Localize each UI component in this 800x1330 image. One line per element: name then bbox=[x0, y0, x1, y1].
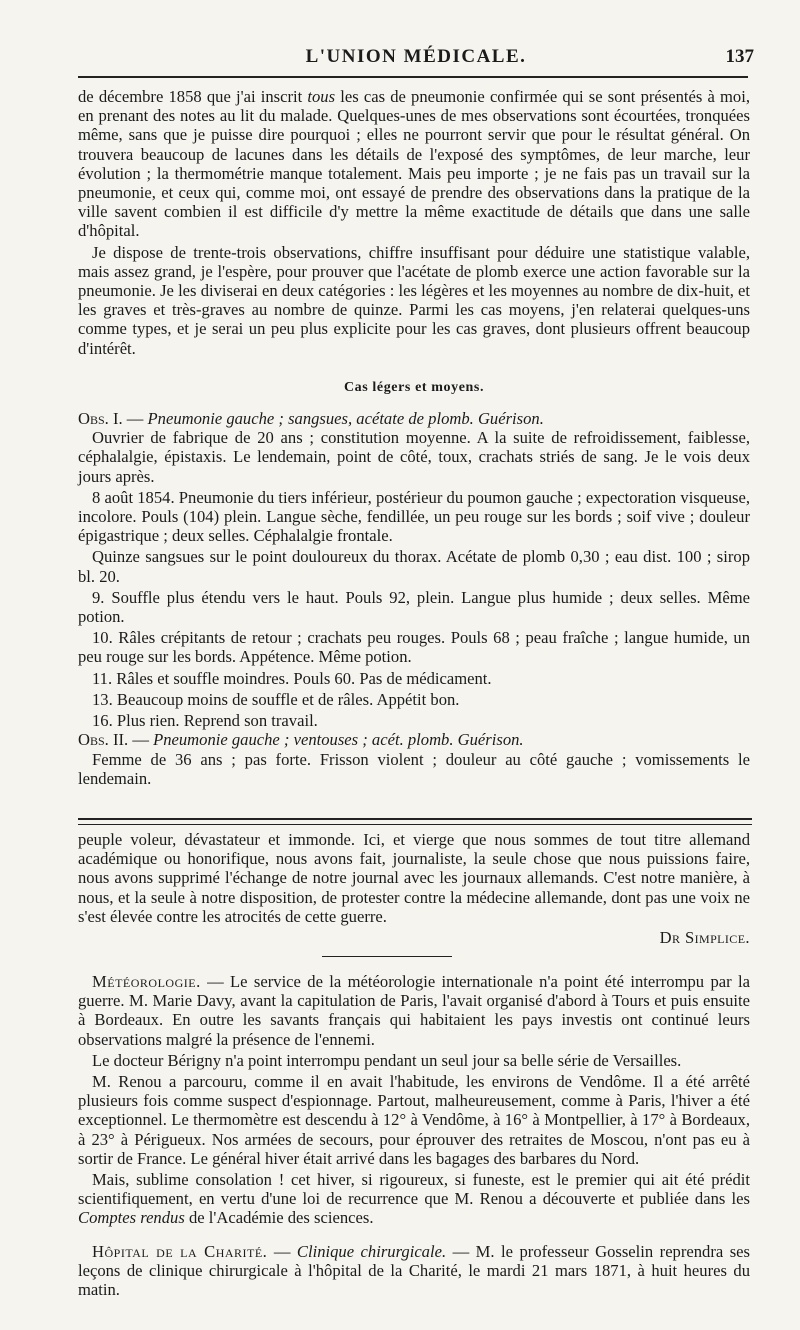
news-lead: Hôpital de la Charité. bbox=[92, 1241, 268, 1261]
case-paragraph: 11. Râles et souffle moindres. Pouls 60. Pas de médicament. bbox=[92, 668, 492, 688]
news-paragraph: Le docteur Bérigny n'a point interrompu pendant un seul jour sa belle série de Versailles. bbox=[92, 1050, 682, 1070]
case-paragraph: 10. Râles crépitants de retour ; crachats peu rouges. Pouls 68 ; peau fraîche ; langue humide, un peu rouge sur les bords. Appétence. Même potion. bbox=[78, 628, 750, 667]
text-run: de décembre 1858 que j'ai inscrit bbox=[78, 87, 308, 106]
editorial-section bbox=[78, 830, 750, 947]
observation-label: Obs. II. bbox=[78, 730, 129, 750]
news-section bbox=[78, 972, 750, 1299]
signature: Dr Simplice. bbox=[659, 928, 750, 948]
section-heading: Cas légers et moyens. bbox=[343, 379, 485, 395]
emphasis: Comptes rendus bbox=[78, 1208, 185, 1228]
case-paragraph: 8 août 1854. Pneumonie du tiers inférieur, postérieur du poumon gauche ; expectoration visqueuse, incolore. Pouls (104) plein. Langue sèche, fendillée, un peu rouge sur les bords ; soif vive ; douleur épigastrique ; deux selles. Céphalalgie frontale. bbox=[78, 487, 750, 546]
news-paragraph bbox=[78, 1242, 750, 1300]
editorial-paragraph: peuple voleur, dévastateur et immonde. Ici, et vierge que nous sommes de tout titre allemand académique ou honorifique, nous avons fait, journaliste, la seule chose que nous puissions faire, nous avons supprimé l'échange de notre journal avec les journaux allemands. C'est notre manière, à nous, et la seule à notre disposition, de protester contre la médecine allemande, dont pas une voix ne s'est élevée contre les atrocités de cette guerre. bbox=[78, 830, 750, 926]
observation-heading bbox=[78, 409, 750, 428]
short-divider bbox=[322, 956, 452, 957]
intro-paragraph: Je dispose de trente-trois observations, chiffre insuffisant pour déduire une statistique valable, mais assez grand, je l'espère, pour prouver que l'acétate de plomb exerce une action favorable sur la pneumonie. Je les diviserai en deux catégories : les légères et les moyennes au nombre de dix-huit, et les graves et très-graves au nombre de quinze. Parmi les cas moyens, j'en relaterai quelques-uns comme types, et je serai un peu plus explicite pour les cas graves, dont plusieurs offrent beaucoup d'intérêt. bbox=[78, 242, 750, 358]
emphasis: tous bbox=[307, 87, 336, 106]
dash: — bbox=[122, 409, 148, 429]
case-paragraph: Ouvrier de fabrique de 20 ans ; constitution moyenne. A la suite de refroidissement, faiblesse, céphalalgie, épistaxis. Le lendemain, point de côté, toux, crachats striés de sang. Je le vois deux jours après. bbox=[78, 428, 750, 486]
news-paragraph bbox=[78, 972, 750, 1049]
case-paragraph: Quinze sangsues sur le point douloureux du thorax. Acétate de plomb 0,30 ; eau dist. 100 ; sirop bl. 20. bbox=[78, 547, 750, 586]
section-divider bbox=[78, 818, 752, 825]
observation-title: Pneumonie gauche ; sangsues, acétate de plomb. Guérison. bbox=[147, 409, 544, 429]
page-header bbox=[78, 44, 754, 74]
text-run: — Le service de la météorologie internationale n'a point été interrompu par la guerre. M. Marie Davy, avant la capitulation de Paris, l'avait organisé d'abord à Tours et puis ensuite à Bordeaux. En outre les savants français qui habitaient les pays investis ont continué leurs observations malgré la présence de l'ennemi. bbox=[78, 972, 750, 1049]
text-run: Mais, sublime consolation ! cet hiver, si rigoureux, si funeste, est le premier qui ait été prédit scientifiquement, en vertu d'une loi de recurrence que M. Renou a découverte et publiée dans les bbox=[78, 1170, 750, 1209]
emphasis: Clinique chirurgicale. bbox=[296, 1241, 447, 1261]
case-paragraph: 16. Plus rien. Reprend son travail. bbox=[92, 711, 318, 731]
case-paragraph: 9. Souffle plus étendu vers le haut. Pouls 92, plein. Langue plus humide ; deux selles. Même potion. bbox=[78, 587, 750, 627]
header-rule bbox=[78, 76, 748, 78]
case-paragraph: 13. Beaucoup moins de souffle et de râles. Appétit bon. bbox=[92, 689, 460, 709]
running-title: L'UNION MÉDICALE. bbox=[305, 46, 527, 67]
intro-paragraph bbox=[78, 87, 750, 241]
dash: — bbox=[128, 730, 154, 750]
news-paragraph: M. Renou a parcouru, comme il en avait l'habitude, les environs de Vendôme. Il a été arrêté plusieurs fois comme suspect d'espionnage. Partout, malheureusement, comme à Paris, l'hiver a été exceptionnel. Le thermomètre est descendu à 12° à Vendôme, à 16° à Montpellier, à 17° à Bordeaux, à 23° à Périgueux. Nos armées de secours, pour éprouver des retraites de Moscou, n'ont pas eu à sortir de France. Le général hiver était arrivé dans les bagages des barbares du Nord. bbox=[78, 1072, 750, 1168]
case-paragraph: Femme de 36 ans ; pas forte. Frisson violent ; douleur au côté gauche ; vomissements le lendemain. bbox=[78, 749, 750, 788]
observation-title: Pneumonie gauche ; ventouses ; acét. plomb. Guérison. bbox=[153, 730, 524, 750]
observation-heading bbox=[78, 730, 750, 749]
text-run: les cas de pneumonie confirmée qui se sont présentés à moi, en prenant des notes au lit du malade. Quelques-unes de mes observations sont écourtées, tronquées même, sans que je puisse dire pourquoi ; elles ne pourront servir que pour le résultat général. On trouvera beaucoup de lacunes dans les détails de l'exposé des symptômes, de leur marche, leur évolution ; la thermométrie manque totalement. Mais peu importe ; je ne fais pas un travail sur la pneumonie, et ceux qui, comme moi, ont essayé de prendre des observations dans la pratique de la ville savent combien il est difficile d'y mettre la même exactitude de détails que dans une salle d'hôpital. bbox=[78, 87, 750, 241]
news-lead: Météorologie. bbox=[92, 972, 201, 991]
dash: — bbox=[267, 1241, 297, 1261]
text-run: — M. le professeur Gosselin reprendra ses leçons de clinique chirurgicale à l'hôpital de la Charité, le mardi 21 mars 1871, à huit heures du matin. bbox=[78, 1241, 750, 1300]
news-paragraph bbox=[78, 1170, 750, 1228]
article-section bbox=[78, 87, 750, 788]
text-run: de l'Académie des sciences. bbox=[184, 1208, 374, 1228]
page-number: 137 bbox=[725, 46, 754, 67]
observation-label: Obs. I. bbox=[78, 409, 123, 429]
